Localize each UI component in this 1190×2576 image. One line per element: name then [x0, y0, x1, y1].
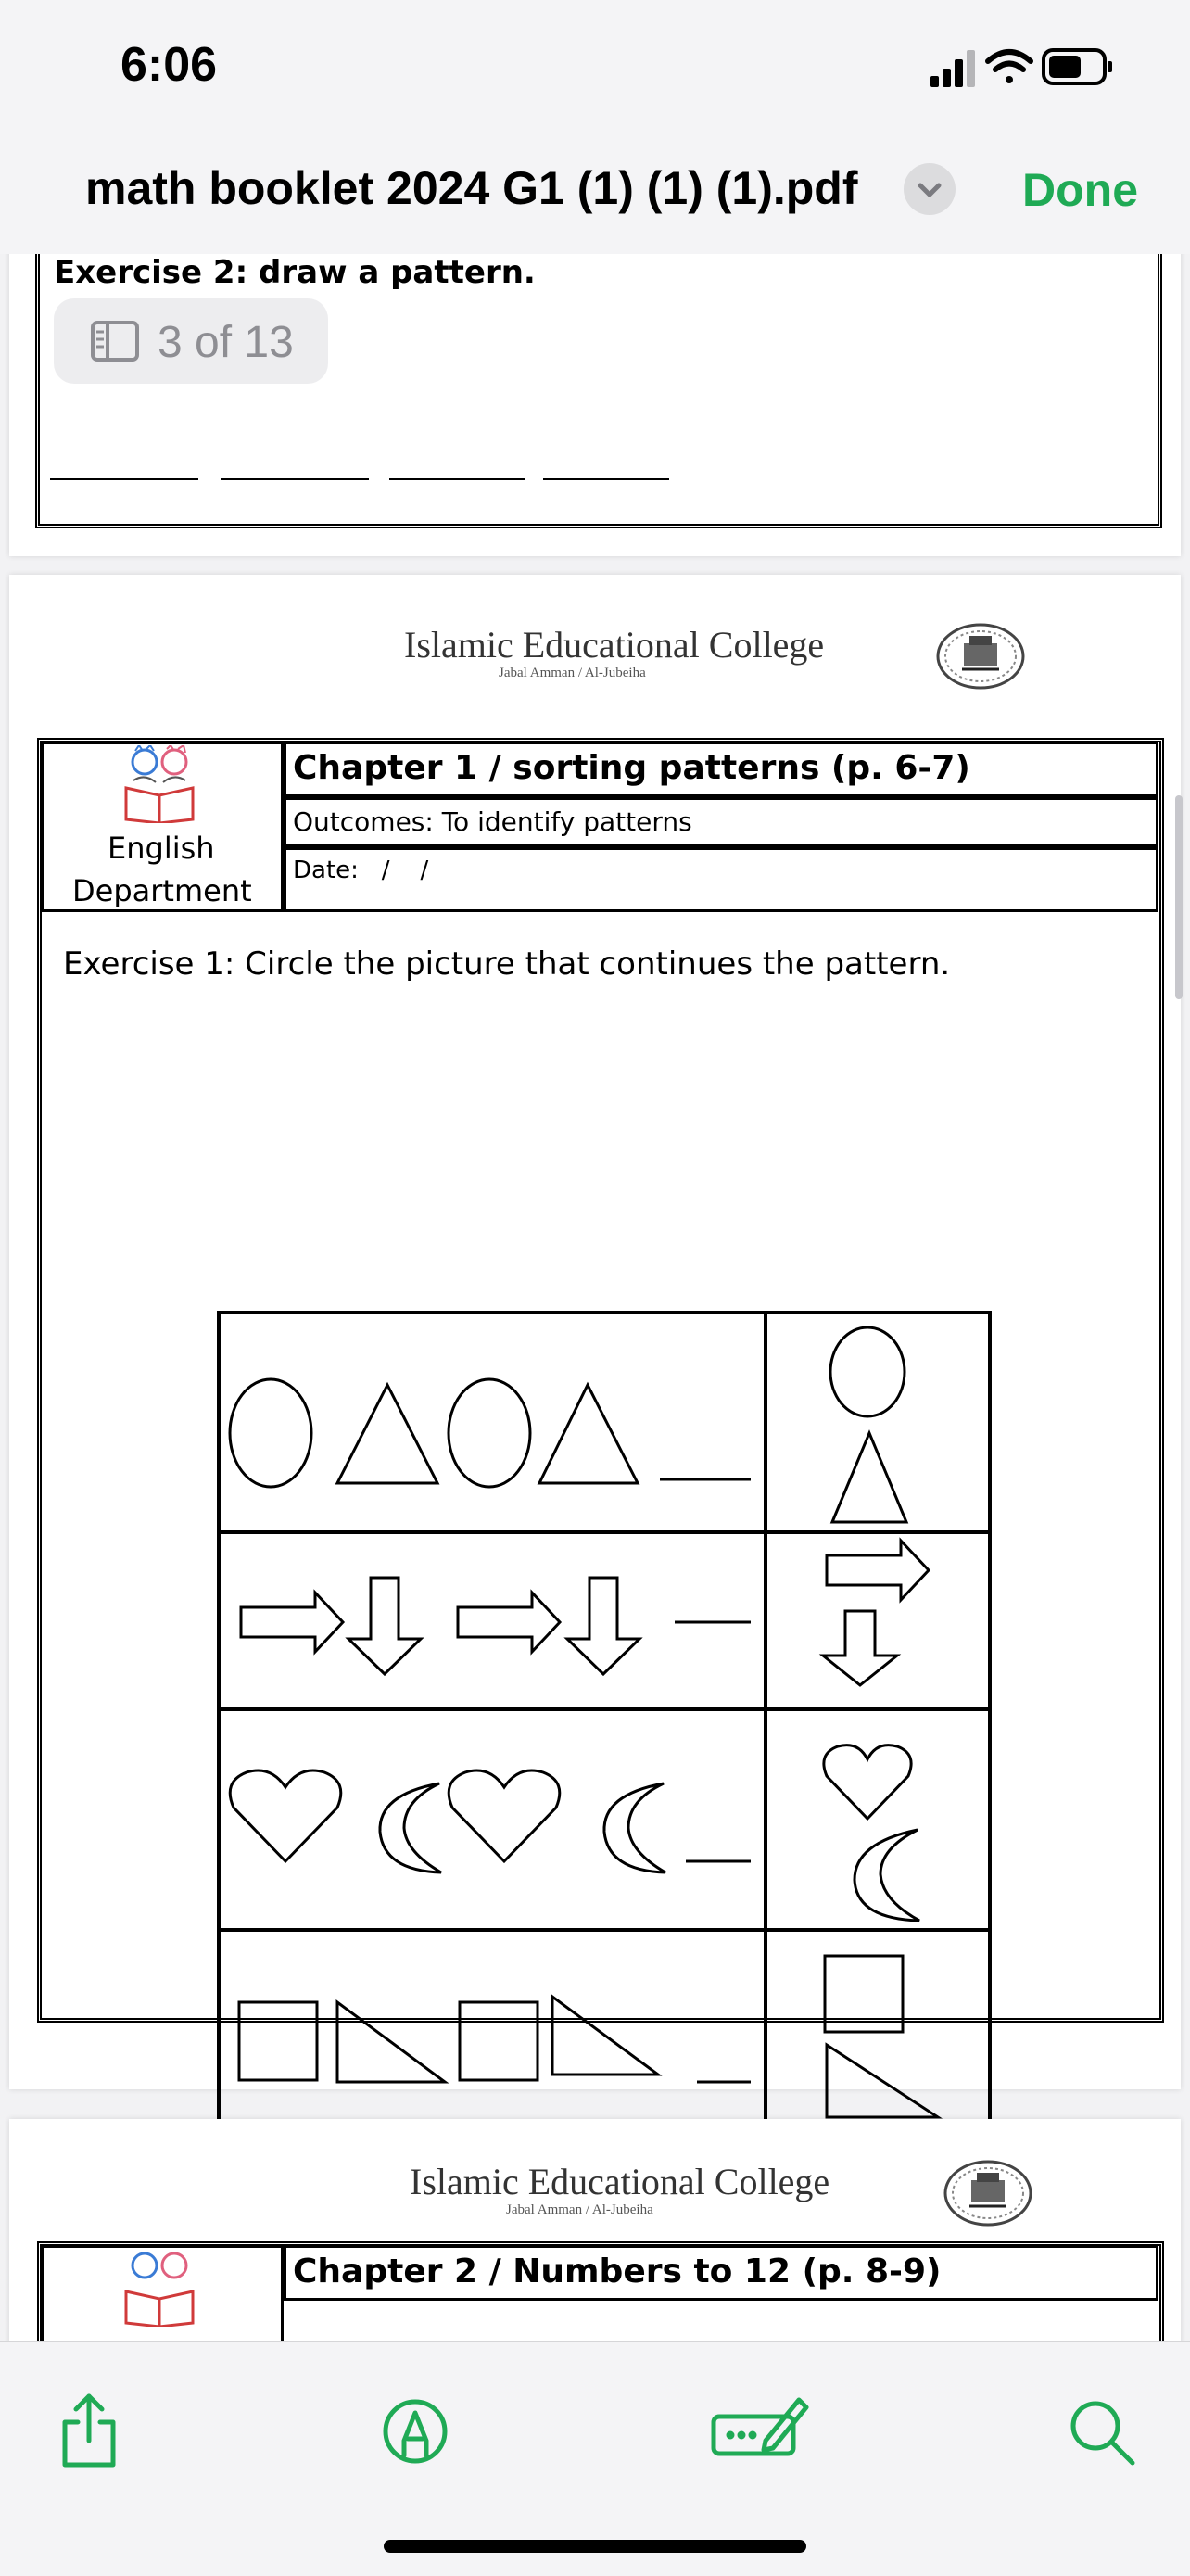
- pattern-row-1: [230, 1379, 751, 1487]
- college-name: Islamic Educational College: [410, 2161, 830, 2202]
- circle-shape: [449, 1379, 530, 1487]
- chevron-down-icon[interactable]: [904, 163, 956, 215]
- college-name: Islamic Educational College: [404, 624, 825, 666]
- answer-line: [389, 478, 525, 480]
- triangle-shape: [337, 1385, 437, 1483]
- crescent-shape: [604, 1783, 665, 1872]
- right-arrow-shape: [241, 1593, 343, 1652]
- heart-shape: [230, 1770, 341, 1861]
- pattern-row-2: [241, 1578, 751, 1674]
- signature-icon: [708, 2387, 810, 2476]
- status-time: 6:06: [120, 38, 218, 92]
- college-logo: [934, 619, 1027, 693]
- college-subtitle: Jabal Amman / Al-Jubeiha: [506, 2202, 653, 2217]
- document-title[interactable]: math booklet 2024 G1 (1) (1) (1).pdf: [85, 162, 858, 214]
- choice-row-3[interactable]: [824, 1745, 919, 1921]
- search-icon: [1057, 2387, 1146, 2476]
- right-triangle-shape: [552, 1997, 658, 2075]
- search-button[interactable]: [1057, 2387, 1146, 2476]
- pattern-table-border: [219, 1313, 990, 2152]
- heart-shape: [449, 1770, 560, 1861]
- markup-icon: [371, 2387, 460, 2476]
- choice-right-arrow: [827, 1541, 929, 1600]
- status-icons: [930, 41, 1116, 96]
- done-button[interactable]: Done: [1022, 164, 1138, 216]
- reading-children-logo: [113, 2249, 206, 2327]
- status-bar: [0, 0, 1190, 130]
- scrollbar[interactable]: [1175, 795, 1183, 999]
- choice-crescent: [855, 1830, 919, 1921]
- college-logo: [942, 2156, 1034, 2230]
- nav-bar: [0, 130, 1190, 255]
- choice-row-1[interactable]: [830, 1327, 906, 1522]
- pattern-table: [206, 1313, 984, 2156]
- battery-icon: [1044, 50, 1112, 83]
- choice-heart: [824, 1745, 911, 1819]
- page-indicator[interactable]: [54, 298, 328, 384]
- page-thumbnails-icon: [87, 313, 143, 369]
- chapter-title: Chapter 2 / Numbers to 12 (p. 8-9): [293, 2252, 942, 2290]
- exercise-instruction: Exercise 1: Circle the picture that continues the pattern.: [63, 945, 951, 983]
- right-triangle-shape: [337, 2002, 445, 2082]
- answer-line: [50, 478, 198, 480]
- cellular-signal-icon: [930, 50, 975, 87]
- choice-square: [825, 1956, 903, 2032]
- signature-button[interactable]: [708, 2387, 810, 2476]
- pdf-viewer[interactable]: [0, 254, 1190, 2341]
- wifi-icon: [988, 52, 1031, 83]
- circle-shape: [230, 1379, 311, 1487]
- choice-row-2[interactable]: [823, 1541, 929, 1685]
- college-subtitle: Jabal Amman / Al-Jubeiha: [499, 666, 646, 680]
- markup-button[interactable]: [371, 2387, 460, 2476]
- triangle-shape: [539, 1385, 638, 1483]
- date-text: Date: / /: [293, 857, 429, 884]
- pdf-page-current: [9, 575, 1181, 2089]
- outcomes-text: Outcomes: To identify patterns: [293, 806, 692, 837]
- previous-exercise-heading: Exercise 2: draw a pattern.: [54, 254, 536, 291]
- pdf-page-next: [9, 2119, 1181, 2341]
- crescent-shape: [380, 1783, 441, 1872]
- answer-line: [221, 478, 369, 480]
- choice-right-triangle: [827, 2045, 938, 2117]
- previous-page-frame: [35, 254, 1162, 528]
- share-button[interactable]: [44, 2387, 133, 2476]
- chapter-title: Chapter 1 / sorting patterns (p. 6-7): [293, 749, 970, 787]
- department-line1: English: [108, 831, 215, 866]
- page-indicator-label: 3 of 13: [158, 318, 294, 367]
- pattern-row-3: [230, 1770, 751, 1872]
- share-icon: [44, 2387, 133, 2476]
- pattern-row-4: [239, 1997, 751, 2082]
- department-line2: Department: [72, 873, 252, 908]
- home-indicator[interactable]: [384, 2540, 806, 2553]
- square-shape: [460, 2002, 538, 2080]
- reading-children-logo: [113, 745, 206, 823]
- choice-triangle: [832, 1433, 906, 1522]
- square-shape: [239, 2002, 317, 2080]
- down-arrow-shape: [567, 1578, 639, 1674]
- choice-circle: [830, 1327, 905, 1416]
- right-arrow-shape: [458, 1593, 560, 1652]
- choice-row-4[interactable]: [825, 1956, 938, 2117]
- down-arrow-shape: [348, 1578, 421, 1674]
- answer-line: [543, 478, 669, 480]
- choice-down-arrow: [823, 1611, 897, 1685]
